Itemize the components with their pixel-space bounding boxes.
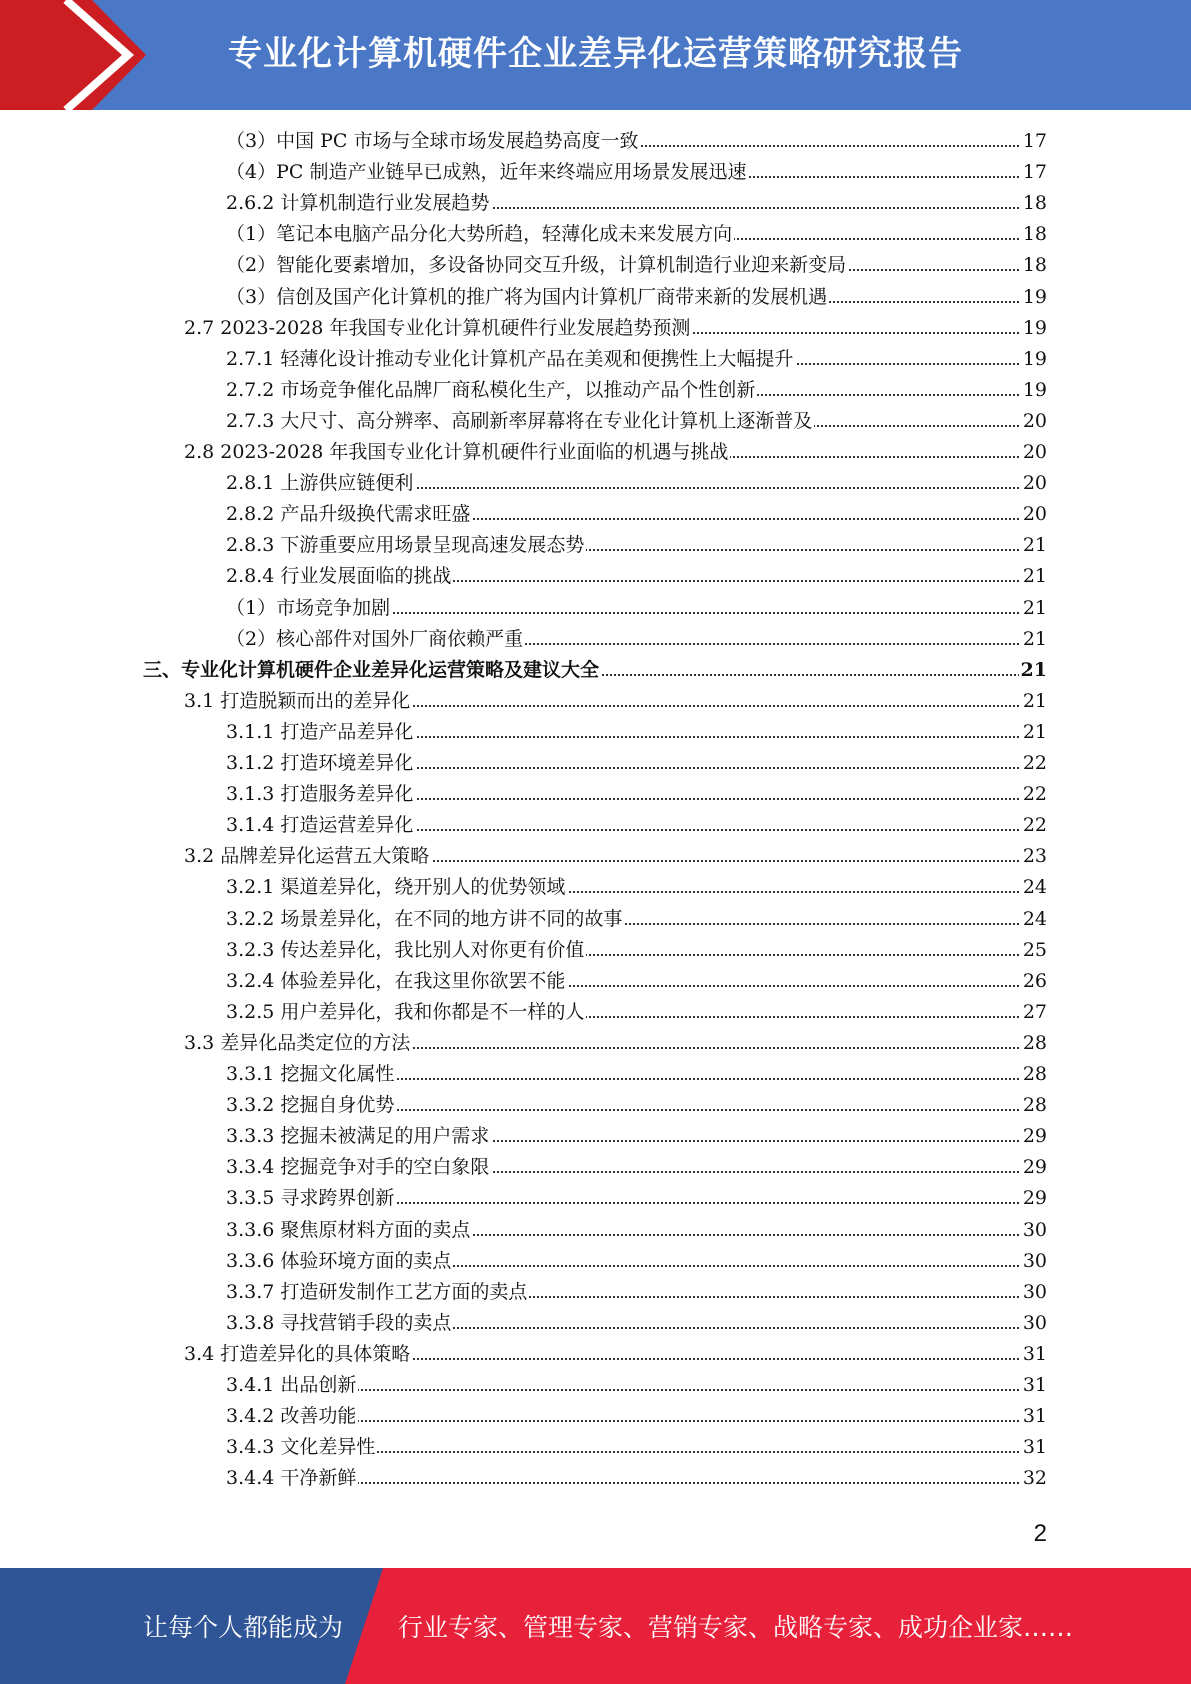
toc-entry-page: 29: [1021, 1184, 1047, 1212]
toc-entry[interactable]: [0, 220, 1191, 248]
toc-entry-page: 26: [1021, 967, 1047, 995]
toc-entry-page: 29: [1021, 1122, 1047, 1150]
toc-entry-page: 18: [1021, 189, 1047, 217]
toc-entry[interactable]: [0, 594, 1191, 622]
toc-entry[interactable]: [0, 500, 1191, 528]
toc-entry[interactable]: [0, 656, 1191, 684]
toc-entry-page: 24: [1021, 905, 1047, 933]
toc-entry-title: （1）市场竞争加剧: [226, 594, 392, 622]
toc-entry-page: 21: [1021, 531, 1047, 559]
toc-entry-title: 2.7.1 轻薄化设计推动专业化计算机产品在美观和便携性上大幅提升: [226, 345, 795, 373]
toc-entry-page: 23: [1021, 842, 1047, 870]
toc-entry-page: 27: [1021, 998, 1047, 1026]
toc-entry-page: 30: [1021, 1216, 1047, 1244]
toc-entry-title: 三、专业化计算机硬件企业差异化运营策略及建议大全: [143, 656, 601, 684]
toc-entry-title: 3.3.6 聚焦原材料方面的卖点: [226, 1216, 472, 1244]
toc-entry-page: 19: [1021, 376, 1047, 404]
toc-entry[interactable]: [0, 936, 1191, 964]
toc-entry[interactable]: [0, 283, 1191, 311]
toc-entry-title: 3.2.3 传达差异化，我比别人对你更有价值: [226, 936, 586, 964]
toc-entry[interactable]: [0, 1029, 1191, 1057]
toc-entry-title: 2.7 2023-2028 年我国专业化计算机硬件行业发展趋势预测: [184, 314, 692, 342]
toc-entry[interactable]: [0, 1340, 1191, 1368]
toc-entry-page: 20: [1021, 407, 1047, 435]
toc-entry[interactable]: [0, 251, 1191, 279]
toc-entry-page: 22: [1021, 780, 1047, 808]
toc-entry[interactable]: [0, 687, 1191, 715]
toc-entry[interactable]: [0, 469, 1191, 497]
toc-entry-title: 2.8 2023-2028 年我国专业化计算机硬件行业面临的机遇与挑战: [184, 438, 730, 466]
toc-entry-page: 29: [1021, 1153, 1047, 1181]
toc-entry-title: 3.1.2 打造环境差异化: [226, 749, 415, 777]
toc-entry-page: 21: [1021, 625, 1047, 653]
toc-entry-title: 3.3 差异化品类定位的方法: [184, 1029, 412, 1057]
toc-entry-page: 25: [1021, 936, 1047, 964]
toc-entry[interactable]: [0, 189, 1191, 217]
toc-entry-page: 21: [1021, 718, 1047, 746]
toc-entry-title: 3.1.1 打造产品差异化: [226, 718, 415, 746]
toc-entry-page: 20: [1021, 438, 1047, 466]
toc-entry[interactable]: [0, 345, 1191, 373]
toc-entry[interactable]: [0, 1091, 1191, 1119]
toc-entry[interactable]: [0, 873, 1191, 901]
toc-entry[interactable]: [0, 780, 1191, 808]
toc-entry-page: 32: [1021, 1464, 1047, 1492]
toc-entry[interactable]: [0, 1060, 1191, 1088]
toc-entry-page: 21: [1019, 656, 1047, 684]
toc-entry-title: 3.3.5 寻求跨界创新: [226, 1184, 396, 1212]
toc-entry-page: 30: [1021, 1278, 1047, 1306]
toc-entry-title: （4）PC 制造产业链早已成熟，近年来终端应用场景发展迅速: [226, 158, 748, 186]
toc-entry-page: 31: [1021, 1340, 1047, 1368]
toc-entry[interactable]: [0, 407, 1191, 435]
toc-entry-page: 17: [1021, 158, 1047, 186]
toc-entry-page: 28: [1021, 1091, 1047, 1119]
footer-slogan-left: 让每个人都能成为: [143, 1613, 344, 1642]
toc-entry[interactable]: [0, 1184, 1191, 1212]
toc-entry-page: 31: [1021, 1402, 1047, 1430]
toc-entry-title: 3.2.2 场景差异化，在不同的地方讲不同的故事: [226, 905, 624, 933]
toc-entry[interactable]: [0, 1371, 1191, 1399]
toc-entry-page: 18: [1021, 220, 1047, 248]
toc-entry-title: （3）中国 PC 市场与全球市场发展趋势高度一致: [226, 127, 641, 155]
toc-entry-title: 2.6.2 计算机制造行业发展趋势: [226, 189, 491, 217]
toc-entry-title: （3）信创及国产化计算机的推广将为国内计算机厂商带来新的发展机遇: [226, 283, 829, 311]
toc-entry-title: 3.1 打造脱颖而出的差异化: [184, 687, 412, 715]
toc-entry-page: 28: [1021, 1060, 1047, 1088]
toc-entry[interactable]: [0, 1402, 1191, 1430]
toc-entry[interactable]: [0, 314, 1191, 342]
toc-entry[interactable]: [0, 1216, 1191, 1244]
toc-entry-page: 30: [1021, 1247, 1047, 1275]
toc-entry[interactable]: [0, 1433, 1191, 1461]
toc-entry-page: 19: [1021, 314, 1047, 342]
toc-entry-title: 2.8.1 上游供应链便利: [226, 469, 415, 497]
report-title: 专业化计算机硬件企业差异化运营策略研究报告: [228, 34, 963, 74]
toc-entry-title: 3.2.4 体验差异化，在我这里你欲罢不能: [226, 967, 567, 995]
toc-entry-page: 22: [1021, 749, 1047, 777]
toc-entry-title: 3.4.1 出品创新: [226, 1371, 358, 1399]
toc-entry-page: 19: [1021, 345, 1047, 373]
chevron-arrow-icon: [0, 0, 160, 110]
toc-entry[interactable]: [0, 1247, 1191, 1275]
toc-entry-page: 24: [1021, 873, 1047, 901]
toc-entry-title: 3.3.8 寻找营销手段的卖点: [226, 1309, 453, 1337]
toc-entry-title: 3.4.2 改善功能: [226, 1402, 358, 1430]
toc-entry[interactable]: [0, 1464, 1191, 1492]
toc-entry[interactable]: [0, 1122, 1191, 1150]
toc-entry-page: 20: [1021, 469, 1047, 497]
toc-entry-title: 2.8.4 行业发展面临的挑战: [226, 562, 453, 590]
toc-entry-title: 3.3.2 挖掘自身优势: [226, 1091, 396, 1119]
toc-entry-page: 21: [1021, 594, 1047, 622]
toc-entry-page: 21: [1021, 562, 1047, 590]
toc-entry-title: 3.3.6 体验环境方面的卖点: [226, 1247, 453, 1275]
toc-entry[interactable]: [0, 1309, 1191, 1337]
toc-entry-title: （2）智能化要素增加，多设备协同交互升级，计算机制造行业迎来新变局: [226, 251, 848, 279]
toc-entry-page: 18: [1021, 251, 1047, 279]
report-header: [0, 0, 1191, 110]
toc-entry-title: 3.4.4 干净新鲜: [226, 1464, 358, 1492]
footer-slogan-right: 行业专家、管理专家、营销专家、战略专家、成功企业家……: [398, 1613, 1074, 1642]
toc-entry-title: 3.3.7 打造研发制作工艺方面的卖点: [226, 1278, 529, 1306]
toc-entry-page: 19: [1021, 283, 1047, 311]
toc-entry-title: 2.8.2 产品升级换代需求旺盛: [226, 500, 472, 528]
toc-entry-title: 3.3.3 挖掘未被满足的用户需求: [226, 1122, 491, 1150]
toc-entry-title: （1）笔记本电脑产品分化大势所趋，轻薄化成未来发展方向: [226, 220, 734, 248]
toc-entry-title: （2）核心部件对国外厂商依赖严重: [226, 625, 525, 653]
toc-entry-title: 2.8.3 下游重要应用场景呈现高速发展态势: [226, 531, 586, 559]
toc-entry[interactable]: [0, 531, 1191, 559]
toc-entry-page: 17: [1021, 127, 1047, 155]
toc-entry[interactable]: [0, 1278, 1191, 1306]
toc-entry-title: 3.2 品牌差异化运营五大策略: [184, 842, 431, 870]
toc-entry[interactable]: [0, 376, 1191, 404]
toc-entry-title: 3.2.1 渠道差异化，绕开别人的优势领域: [226, 873, 567, 901]
toc-entry[interactable]: [0, 842, 1191, 870]
toc-entry-page: 28: [1021, 1029, 1047, 1057]
toc-entry[interactable]: [0, 438, 1191, 466]
toc-entry[interactable]: [0, 967, 1191, 995]
toc-entry-page: 31: [1021, 1433, 1047, 1461]
toc-entry-page: 20: [1021, 500, 1047, 528]
toc-entry-title: 3.3.1 挖掘文化属性: [226, 1060, 396, 1088]
toc-entry-page: 30: [1021, 1309, 1047, 1337]
footer-banner: [0, 1568, 1191, 1684]
toc-entry-page: 31: [1021, 1371, 1047, 1399]
toc-entry[interactable]: [0, 127, 1191, 155]
toc-entry[interactable]: [0, 562, 1191, 590]
toc-entry-title: 3.4 打造差异化的具体策略: [184, 1340, 412, 1368]
toc-entry-title: 3.4.3 文化差异性: [226, 1433, 377, 1461]
toc-entry[interactable]: [0, 1153, 1191, 1181]
toc-entry-title: 3.3.4 挖掘竞争对手的空白象限: [226, 1153, 491, 1181]
toc-entry-title: 2.7.2 市场竞争催化品牌厂商私模化生产，以推动产品个性创新: [226, 376, 757, 404]
toc-entry-page: 22: [1021, 811, 1047, 839]
toc-entry[interactable]: [0, 998, 1191, 1026]
toc-entry-title: 3.2.5 用户差异化，我和你都是不一样的人: [226, 998, 586, 1026]
page-number: 2: [1033, 1520, 1047, 1547]
toc-entry-page: 21: [1021, 687, 1047, 715]
toc-entry-title: 2.7.3 大尺寸、高分辨率、高刷新率屏幕将在专业化计算机上逐渐普及: [226, 407, 814, 435]
toc-entry[interactable]: [0, 811, 1191, 839]
toc-entry[interactable]: [0, 718, 1191, 746]
toc-entry[interactable]: [0, 905, 1191, 933]
toc-entry-title: 3.1.4 打造运营差异化: [226, 811, 415, 839]
toc-entry[interactable]: [0, 749, 1191, 777]
toc-entry[interactable]: [0, 158, 1191, 186]
toc-entry-title: 3.1.3 打造服务差异化: [226, 780, 415, 808]
toc-entry[interactable]: [0, 625, 1191, 653]
